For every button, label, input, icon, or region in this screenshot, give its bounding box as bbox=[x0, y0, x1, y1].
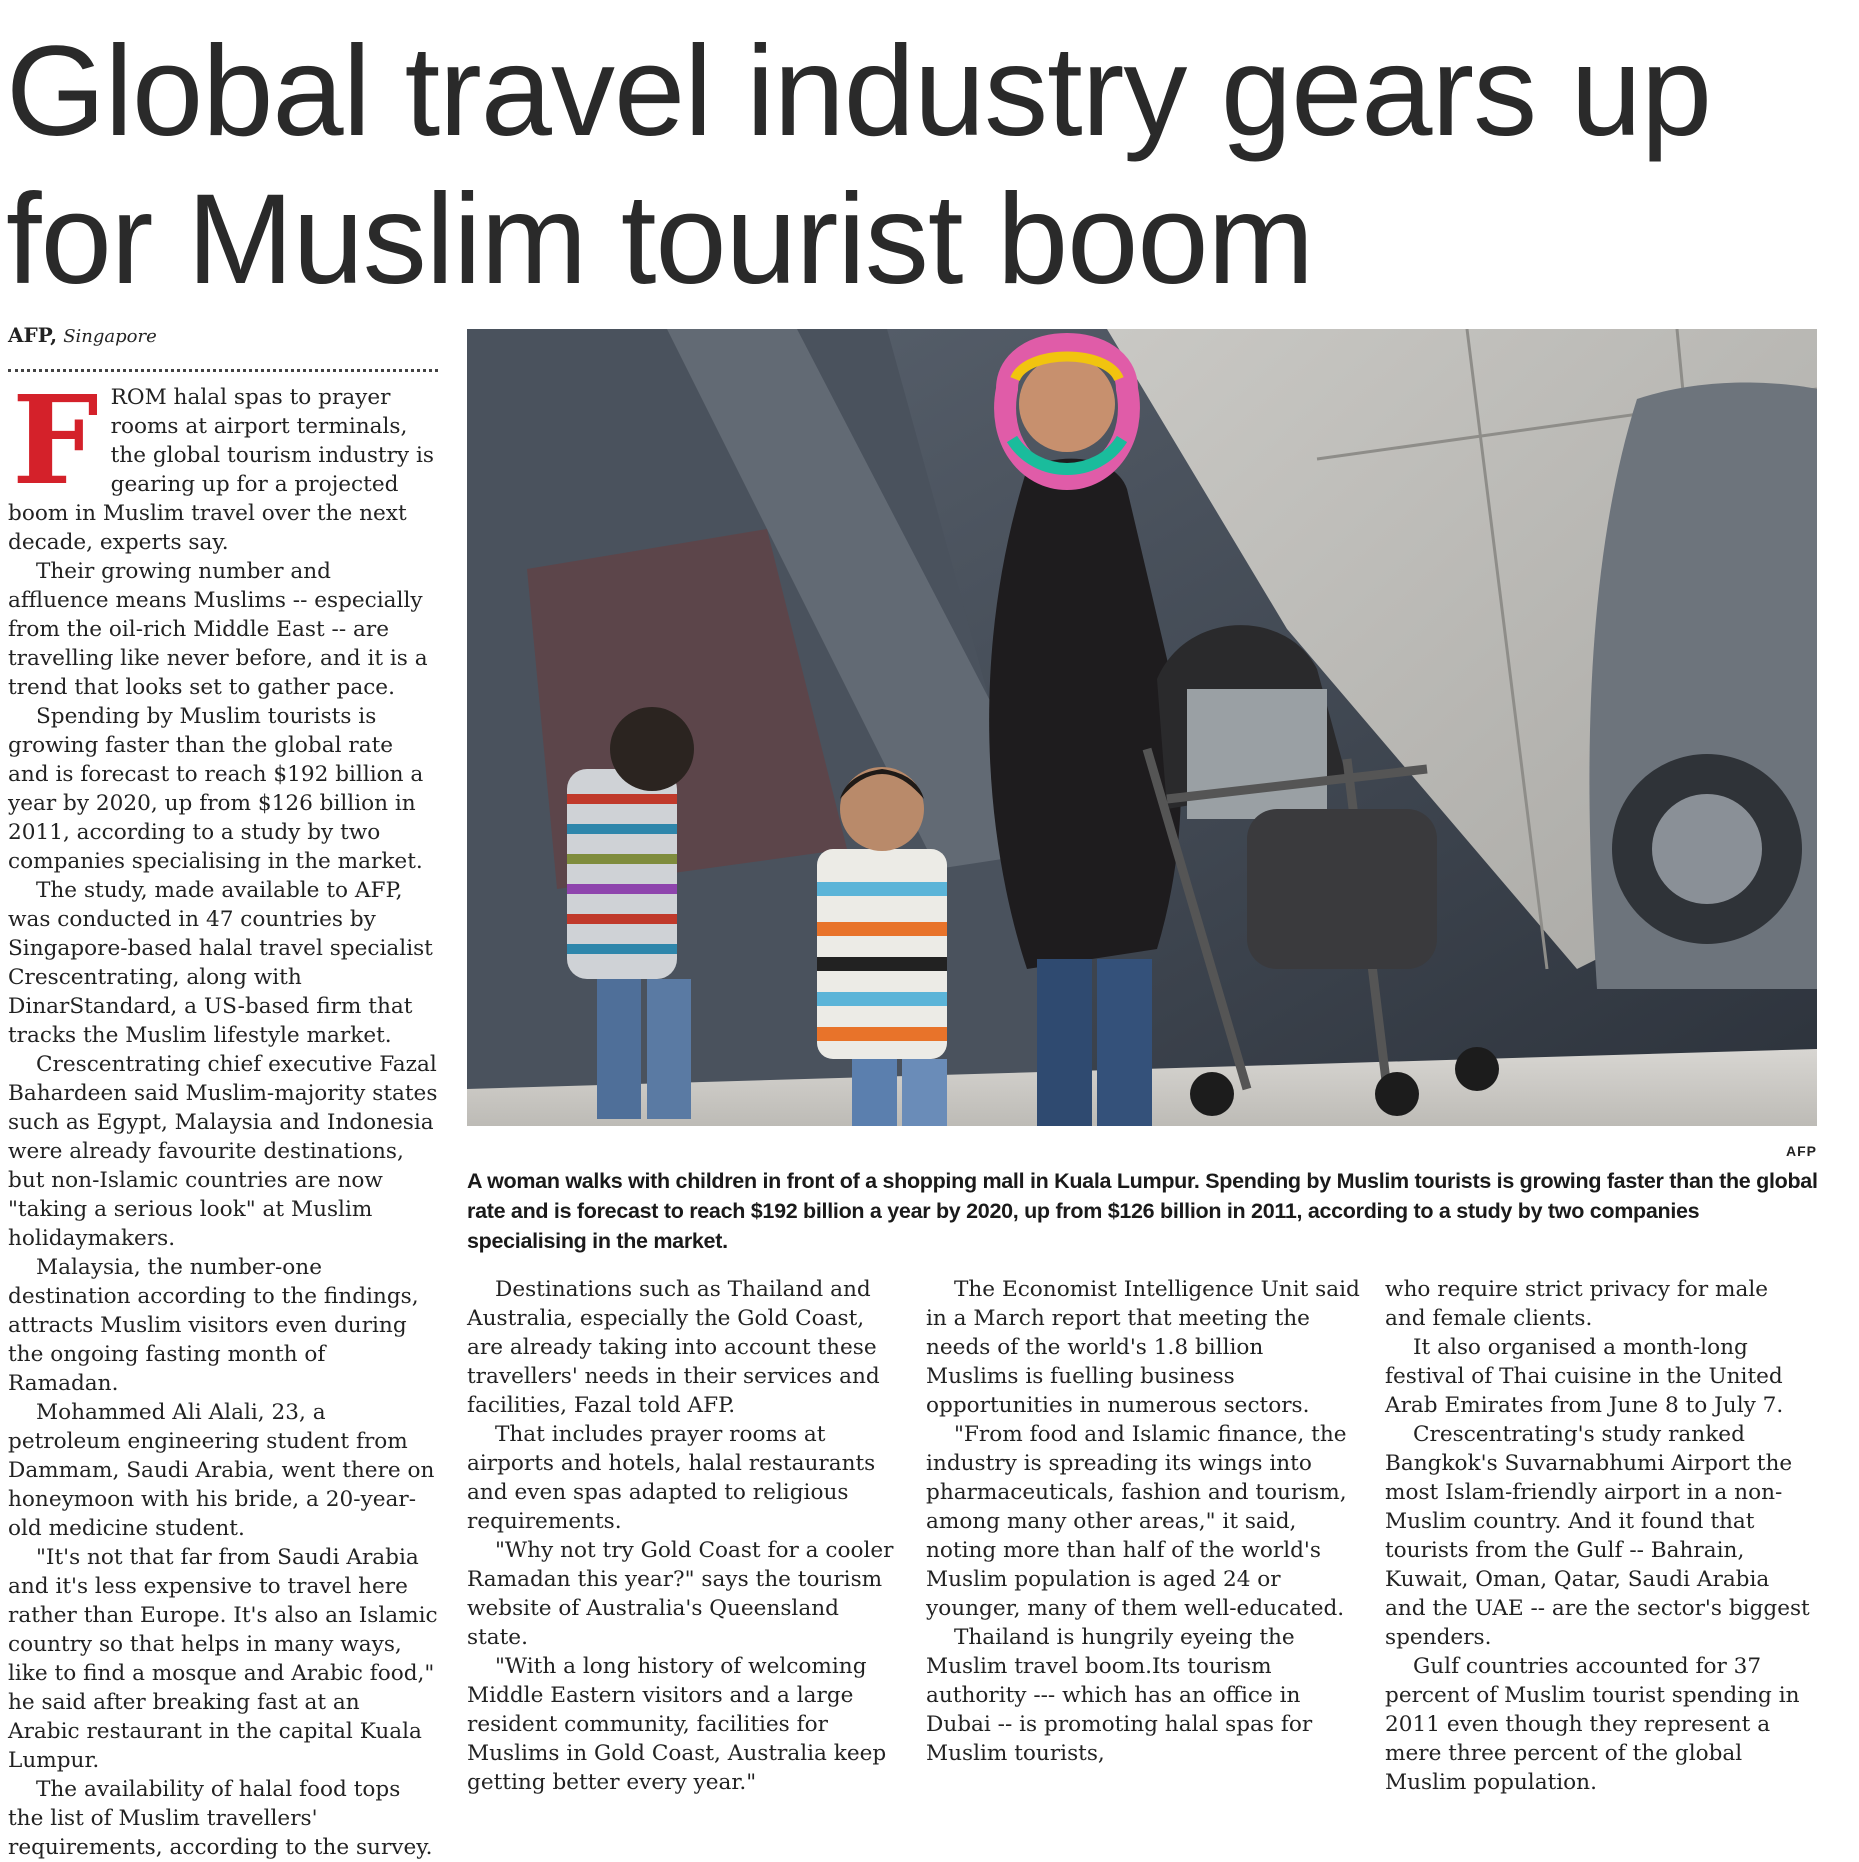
paragraph: The availability of halal food tops the list of Muslim travellers' requirements, according to the survey. bbox=[8, 1777, 433, 1860]
byline-agency: AFP, bbox=[8, 323, 58, 347]
paragraph: Their growing number and affluence means Muslims -- especially from the oil-rich Middle East -- are travelling like never before, and it is a trend that looks set to gather pace. bbox=[8, 559, 428, 700]
article-column-1 bbox=[8, 368, 438, 1862]
paragraph: The Economist Intelligence Unit said in a March report that meeting the needs of the world's 1.8 billion Muslims is fuelling business opportunities in numerous sectors. bbox=[926, 1277, 1360, 1418]
paragraph: Crescentrating chief executive Fazal Bahardeen said Muslim-majority states such as Egypt, Malaysia and Indonesia were already favourite destinations, but non-Islamic countries are now "taking a serious look" at Muslim holidaymakers. bbox=[8, 1052, 438, 1251]
paragraph: who require strict privacy for male and female clients. bbox=[1385, 1277, 1769, 1331]
paragraph: "It's not that far from Saudi Arabia and it's less expensive to travel here rather than Europe. It's also an Islamic country so that helps in many ways, like to find a mosque and Arabic food," he said after breaking fast at an Arabic restaurant in the capital Kuala Lumpur. bbox=[8, 1545, 438, 1773]
paragraph: Crescentrating's study ranked Bangkok's Suvarnabhumi Airport the most Islam-friendly airport in a non-Muslim country. And it found that tourists from the Gulf -- Bahrain, Kuwait, Oman, Qatar, Saudi Arabia and the UAE -- are the sector's biggest spenders. bbox=[1385, 1422, 1810, 1650]
paragraph: Destinations such as Thailand and Australia, especially the Gold Coast, are already taking into account these travellers' needs in their services and facilities, Fazal told AFP. bbox=[467, 1277, 880, 1418]
photo-caption: A woman walks with children in front of a shopping mall in Kuala Lumpur. Spending by Muslim tourists is growing faster than the global rate and is forecast to reach $192 billion a year by 2020, up from $126 billion in 2011, according to a study by two companies specialising in the market. bbox=[467, 1169, 1818, 1253]
paragraph: Mohammed Ali Alali, 23, a petroleum engineering student from Dammam, Saudi Arabia, went there on honeymoon with his bride, a 20-year-old medicine student. bbox=[8, 1400, 435, 1541]
paragraph: Malaysia, the number-one destination according to the findings, attracts Muslim visitors even during the ongoing fasting month of Ramadan. bbox=[8, 1255, 419, 1396]
article-photo bbox=[467, 329, 1817, 1126]
headline: Global travel industry gears up for Muslim tourist boom bbox=[6, 20, 1711, 311]
paragraph: That includes prayer rooms at airports and hotels, halal restaurants and even spas adapted to religious requirements. bbox=[467, 1422, 876, 1534]
article-column-2 bbox=[467, 1275, 902, 1797]
paragraph: Gulf countries accounted for 37 percent of Muslim tourist spending in 2011 even though they represent a mere three percent of the global Muslim population. bbox=[1385, 1654, 1800, 1795]
article-column-4 bbox=[1385, 1275, 1815, 1797]
drop-cap: F bbox=[12, 368, 99, 512]
paragraph: "Why not try Gold Coast for a cooler Ramadan this year?" says the tourism website of Australia's Queensland state. bbox=[467, 1538, 894, 1650]
article-column-3 bbox=[926, 1275, 1361, 1768]
byline-place: Singapore bbox=[63, 326, 157, 347]
paragraph: Thailand is hungrily eyeing the Muslim travel boom.Its tourism authority --- which has an office in Dubai -- is promoting halal spas for Muslim tourists, bbox=[926, 1625, 1313, 1766]
paragraph: "With a long history of welcoming Middle Eastern visitors and a large resident community, facilities for Muslims in Gold Coast, Australia keep getting better every year." bbox=[467, 1654, 887, 1795]
paragraph: Spending by Muslim tourists is growing faster than the global rate and is forecast to reach $192 billion a year by 2020, up from $126 billion in 2011, according to a study by two companies specialising in the market. bbox=[8, 704, 424, 874]
byline bbox=[8, 323, 157, 347]
photo-credit: AFP bbox=[1786, 1143, 1817, 1159]
paragraph: It also organised a month-long festival of Thai cuisine in the United Arab Emirates from June 8 to July 7. bbox=[1385, 1335, 1784, 1418]
paragraph: The study, made available to AFP, was conducted in 47 countries by Singapore-based halal travel specialist Crescentrating, along with DinarStandard, a US-based firm that tracks the Muslim lifestyle market. bbox=[8, 878, 433, 1048]
paragraph: "From food and Islamic finance, the industry is spreading its wings into pharmaceuticals, fashion and tourism, among many other areas," it said, noting more than half of the world's Muslim population is aged 24 or younger, many of them well-educated. bbox=[926, 1422, 1347, 1621]
paragraph: FROM halal spas to prayer rooms at airport terminals, the global tourism industry is gearing up for a projected boom in Muslim travel over the next decade, experts say. bbox=[8, 368, 434, 555]
